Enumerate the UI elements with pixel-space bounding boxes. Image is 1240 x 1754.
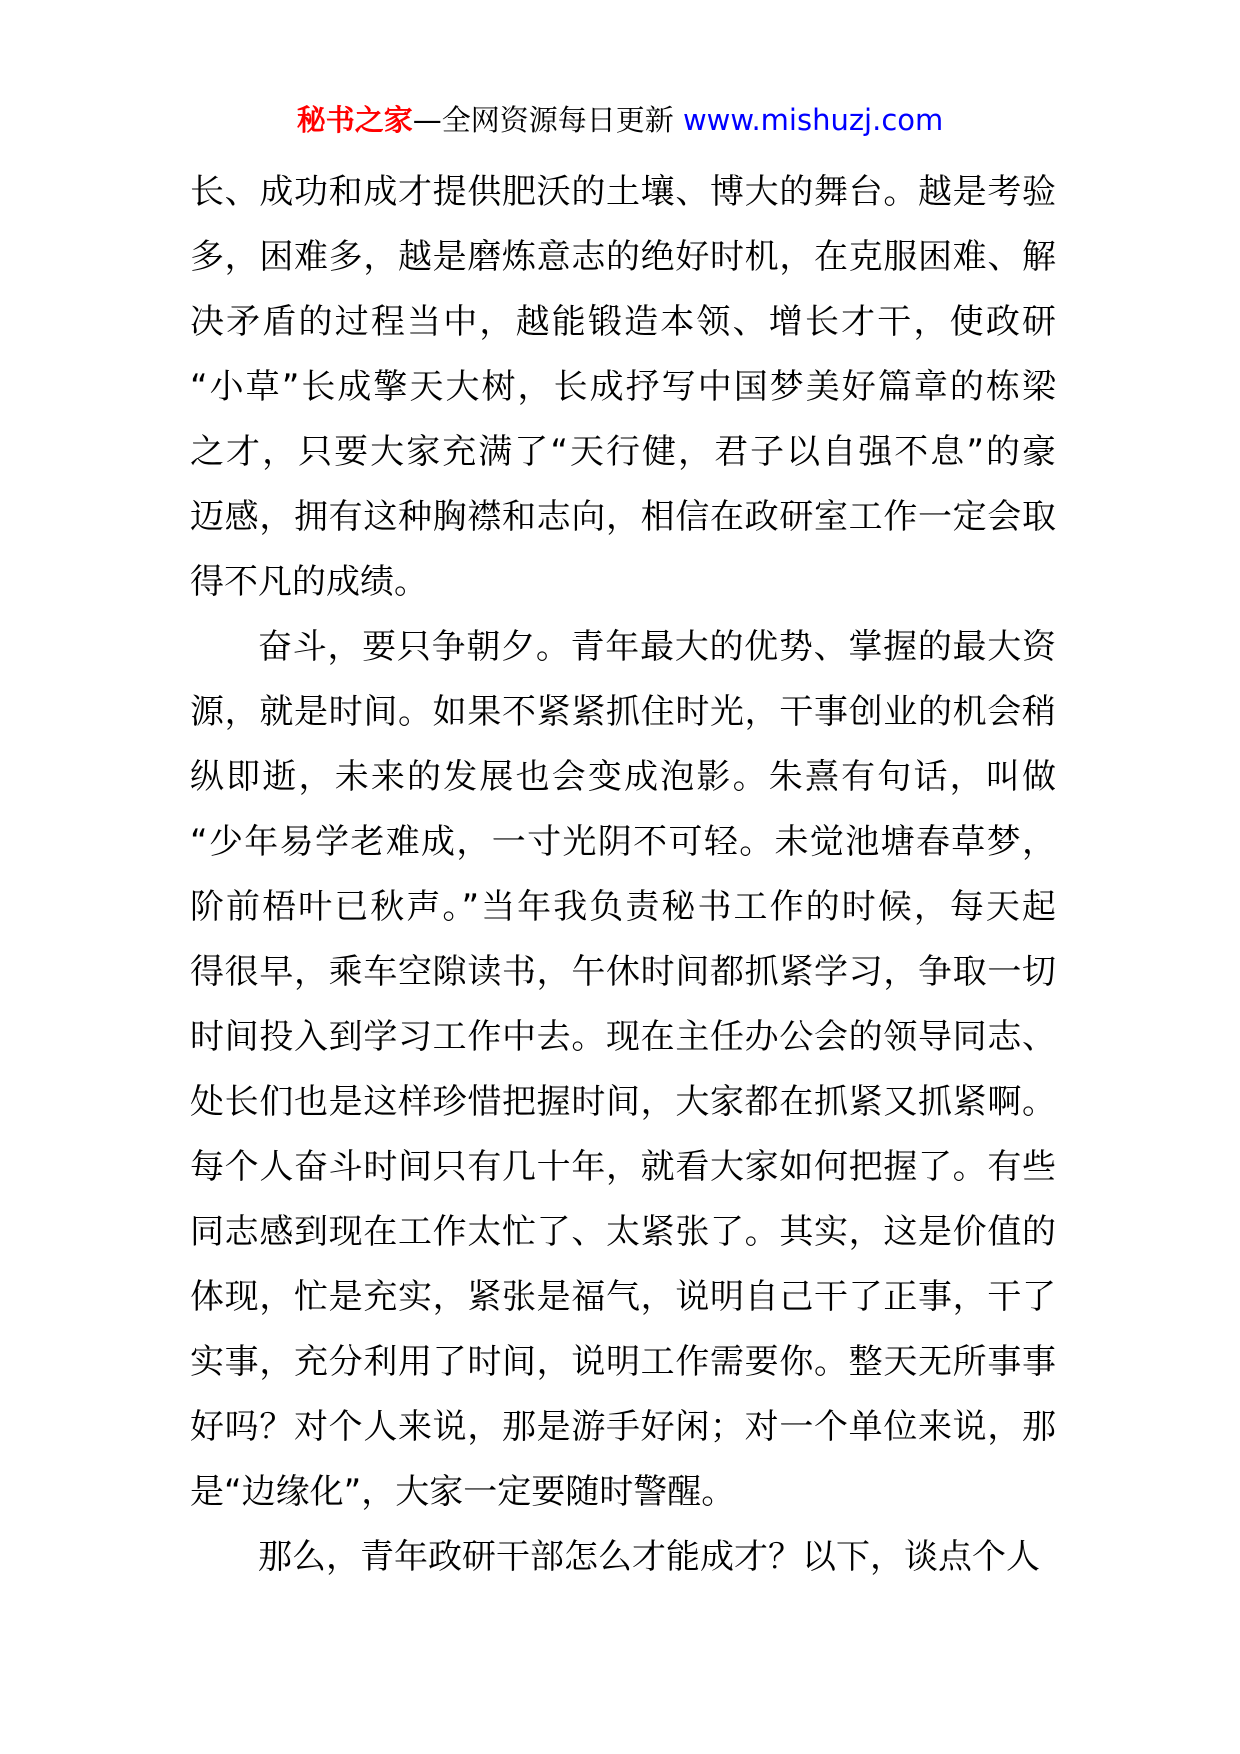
text-line: 实事，充分利用了时间，说明工作需要你。整天无所事事 [190, 1342, 1056, 1382]
text-line: 同志感到现在工作太忙了、太紧张了。其实，这是价值的 [190, 1212, 1056, 1252]
text-line: 迈感，拥有这种胸襟和志向，相信在政研室工作一定会取 [190, 497, 1056, 537]
text-line: 纵即逝，未来的发展也会变成泡影。朱熹有句话，叫做 [190, 757, 1056, 797]
text-line: 得很早，乘车空隙读书，午休时间都抓紧学习，争取一切 [190, 952, 1056, 992]
text-line: 处长们也是这样珍惜把握时间，大家都在抓紧又抓紧啊。 [190, 1082, 1056, 1122]
document-body [190, 160, 1056, 1590]
text-line: 那么，青年政研干部怎么才能成才？以下，谈点个人 [258, 1537, 1040, 1577]
text-line: 是“边缘化”，大家一定要随时警醒。 [190, 1472, 736, 1512]
page-header [0, 100, 1240, 140]
text-line: 长、成功和成才提供肥沃的土壤、博大的舞台。越是考验 [190, 172, 1056, 212]
paragraph [190, 615, 1056, 1525]
text-line: 好吗？对个人来说，那是游手好闲；对一个单位来说，那 [190, 1407, 1056, 1447]
text-line: 源，就是时间。如果不紧紧抓住时光，干事创业的机会稍 [190, 692, 1056, 732]
text-line: 多，困难多，越是磨炼意志的绝好时机，在克服困难、解 [190, 237, 1056, 277]
text-line: “少年易学老难成，一寸光阴不可轻。未觉池塘春草梦， [190, 822, 1056, 862]
paragraph [190, 160, 1056, 615]
text-line: 时间投入到学习工作中去。现在主任办公会的领导同志、 [190, 1017, 1056, 1057]
paragraph [190, 1525, 1056, 1590]
text-line: 得不凡的成绩。 [190, 562, 428, 602]
site-link[interactable]: www.mishuzj.com [682, 103, 944, 137]
header-tagline: —全网资源每日更新 [412, 103, 674, 137]
text-line: 体现，忙是充实，紧张是福气，说明自己干了正事，干了 [190, 1277, 1056, 1317]
text-line: 阶前梧叶已秋声。”当年我负责秘书工作的时候，每天起 [190, 887, 1056, 927]
text-line: 每个人奋斗时间只有几十年，就看大家如何把握了。有些 [190, 1147, 1056, 1187]
brand-name: 秘书之家 [296, 103, 413, 137]
text-line: 决矛盾的过程当中，越能锻造本领、增长才干，使政研 [190, 302, 1056, 342]
text-line: 之才，只要大家充满了“天行健，君子以自强不息”的豪 [190, 432, 1056, 472]
text-line: “小草”长成擎天大树，长成抒写中国梦美好篇章的栋梁 [190, 367, 1056, 407]
text-line: 奋斗，要只争朝夕。青年最大的优势、掌握的最大资 [258, 627, 1056, 667]
